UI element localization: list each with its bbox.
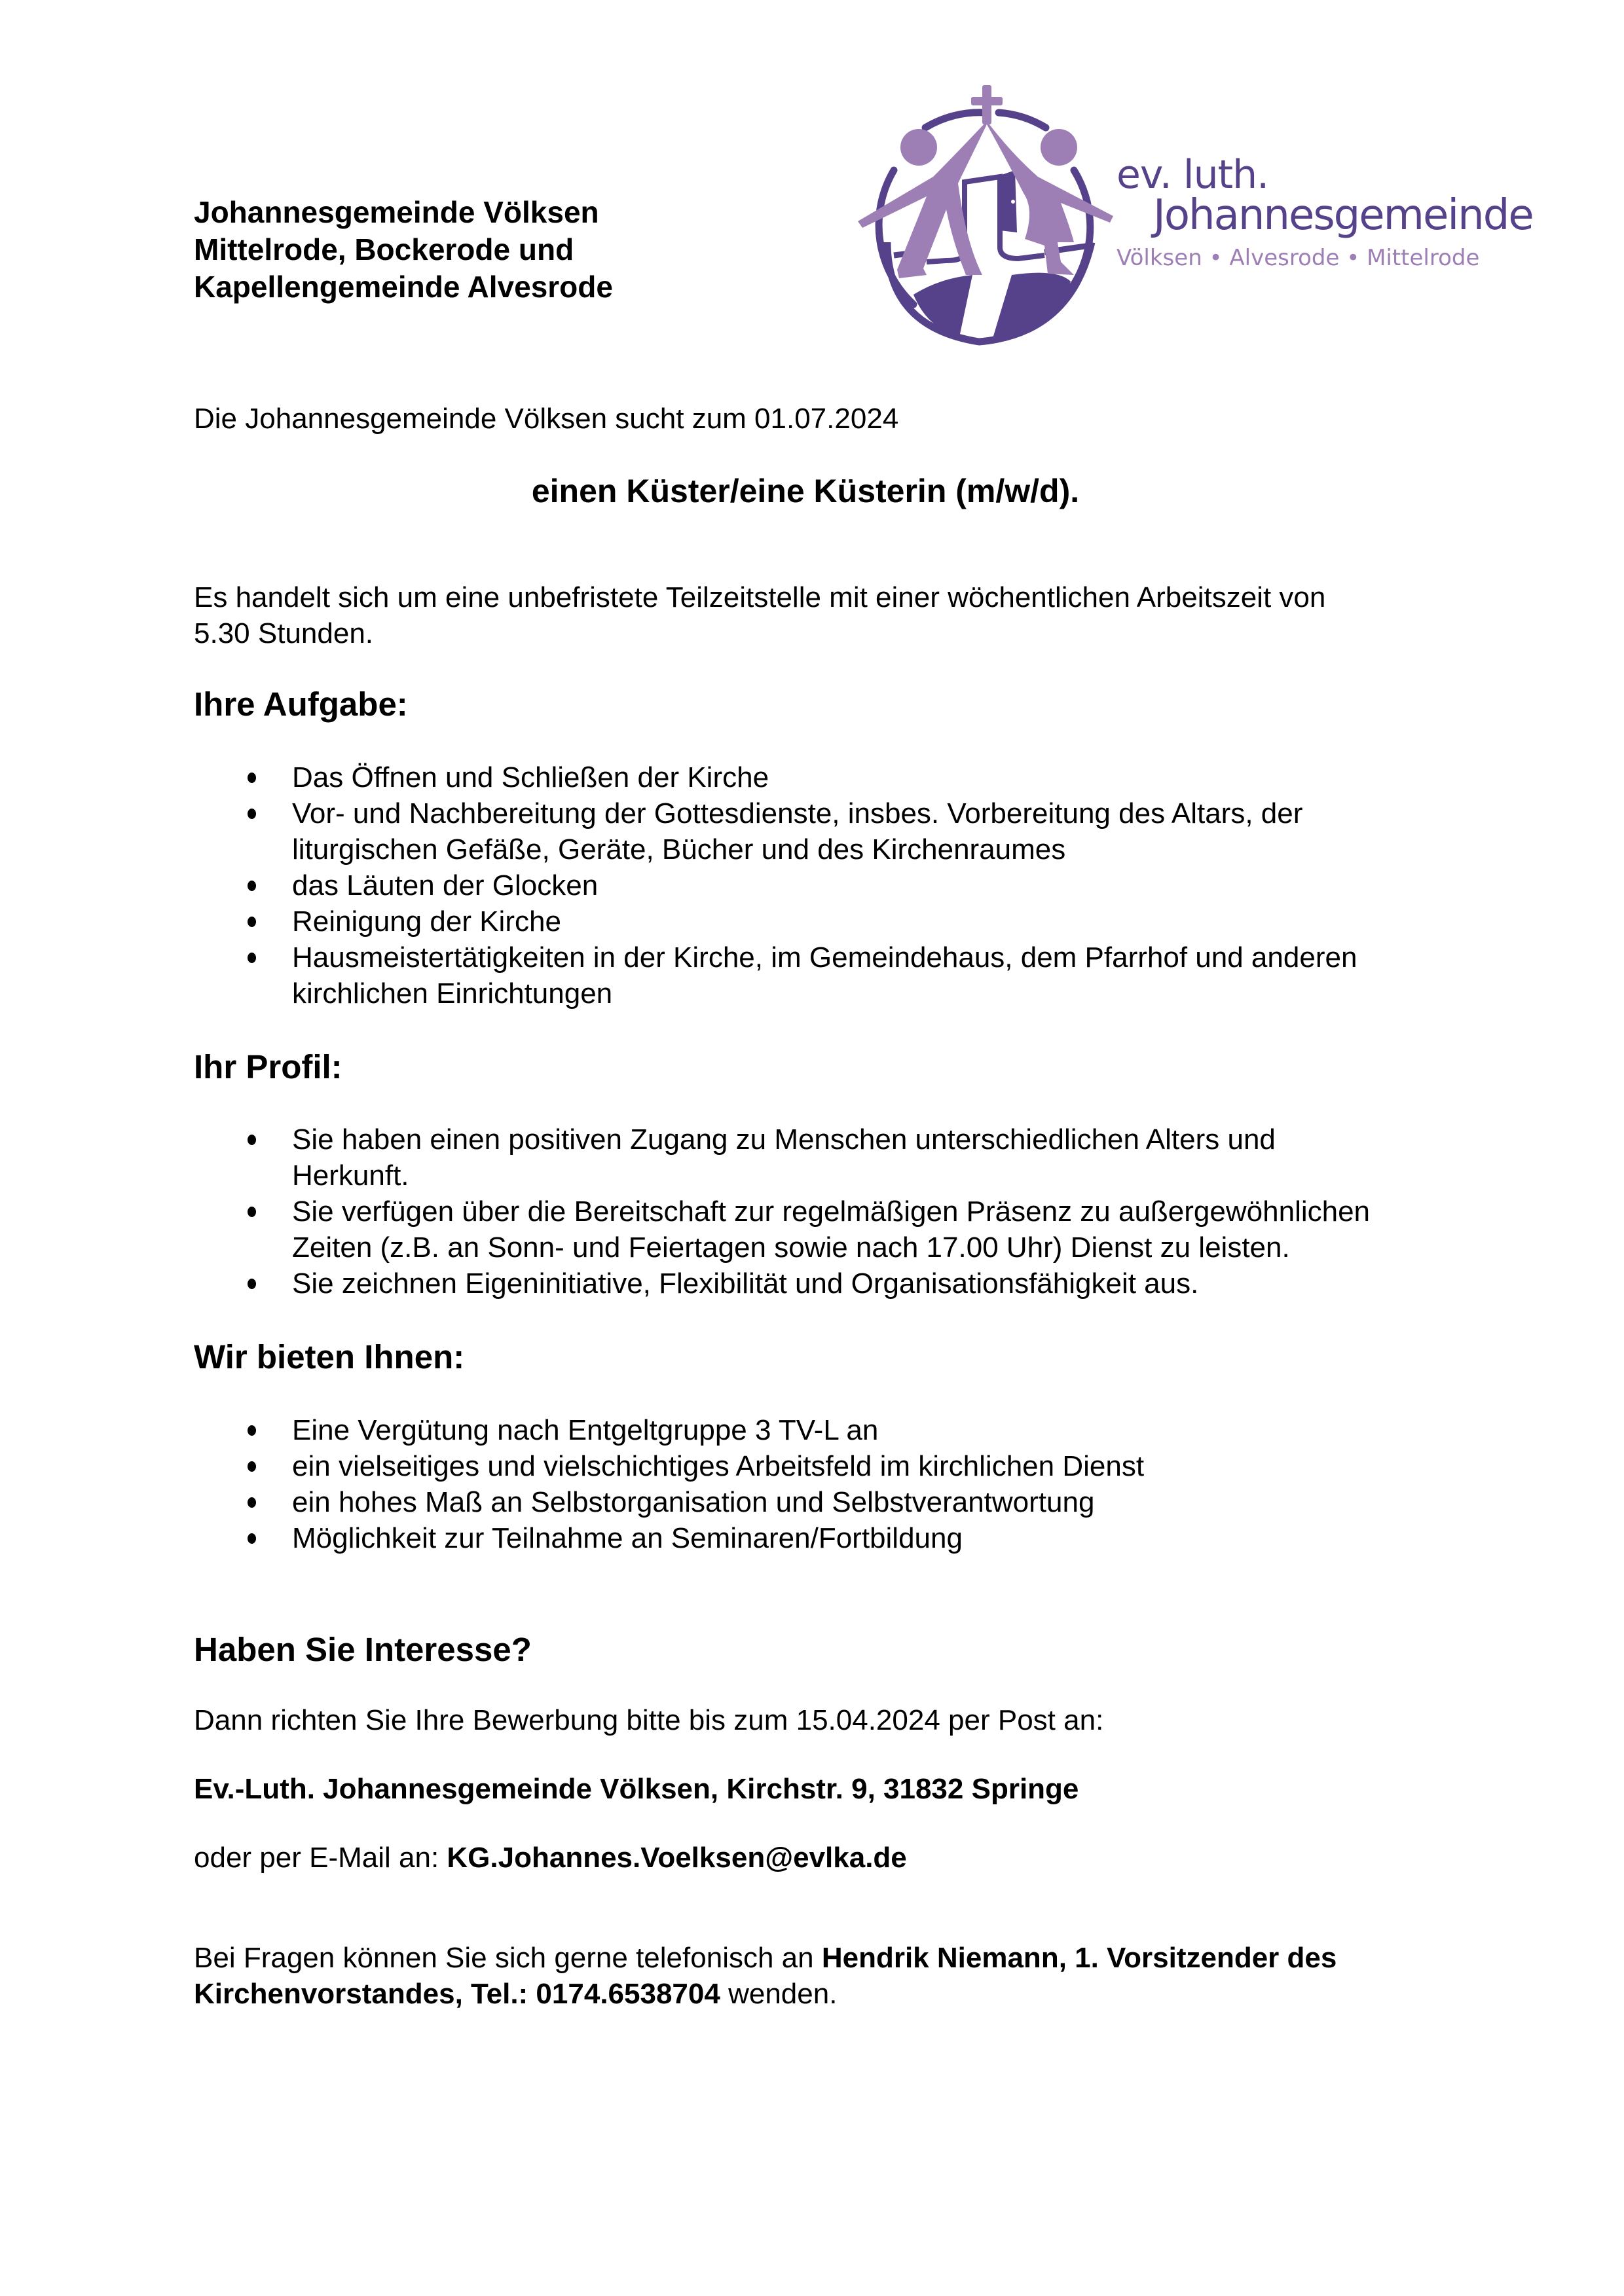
list-item-text: Reinigung der Kirche [292,905,561,938]
position-description [194,579,1325,651]
list-item [0,1266,1458,1302]
org-line-1: Johannesgemeinde Völksen [194,195,599,229]
section-heading-benefits: Wir bieten Ihnen: [194,1338,465,1376]
description-line-1: Es handelt sich um eine unbefristete Teilzeitstelle mit einer wöchentlichen Arbeitszeit von [194,581,1326,613]
bullet-icon [248,1425,256,1436]
list-item-text: Hausmeistertätigkeiten in der Kirche, im Gemeindehaus, dem Pfarrhof und anderen kirchlichen Einrichtungen [292,941,1357,1010]
bullet-icon [248,953,256,963]
list-item [0,1194,1458,1266]
church-logo [848,79,1542,354]
list-item-text: Das Öffnen und Schließen der Kirche [292,761,769,793]
org-line-2: Mittelrode, Bockerode und [194,232,574,266]
church-children-cross-icon [848,79,1123,354]
bullet-icon [248,1461,256,1472]
postal-address: Ev.-Luth. Johannesgemeinde Völksen, Kirchstr. 9, 31832 Springe [194,1773,1079,1805]
bullet-icon [248,1279,256,1289]
contact-phone: Kirchenvorstandes, Tel.: 0174.6538704 [194,1978,720,2010]
benefits-list [0,1412,1458,1556]
logo-text-locations: Völksen • Alvesrode • Mittelrode [1116,245,1480,271]
bullet-icon [248,1135,256,1145]
list-item-text: Sie zeichnen Eigeninitiative, Flexibilität und Organisationsfähigkeit aus. [292,1267,1199,1300]
list-item [0,759,1458,795]
list-item-text: Möglichkeit zur Teilnahme an Seminaren/Fortbildung [292,1522,963,1554]
bullet-icon [248,881,256,891]
contact-prefix: Bei Fragen können Sie sich gerne telefonisch an [194,1942,822,1974]
list-item [0,939,1458,1011]
intro-text: Die Johannesgemeinde Völksen sucht zum 01.07.2024 [194,403,899,435]
list-item [0,795,1458,867]
list-item-text: Eine Vergütung nach Entgeltgruppe 3 TV-L an [292,1414,879,1446]
job-title [0,471,1624,511]
email-address-link[interactable]: KG.Johannes.Voelksen@evlka.de [447,1842,907,1874]
list-item-text: ein hohes Maß an Selbstorganisation und Selbstverantwortung [292,1486,1095,1518]
email-line [194,1840,907,1876]
contact-suffix: wenden. [720,1978,838,2010]
bullet-icon [248,1533,256,1544]
contact-line-2 [194,1976,1337,2012]
profile-list [0,1121,1458,1302]
contact-person: Hendrik Niemann, 1. Vorsitzender des [821,1942,1337,1974]
bullet-icon [248,773,256,783]
list-item [0,1121,1458,1194]
list-item-text: Vor- und Nachbereitung der Gottesdienste, insbes. Vorbereitung des Altars, der liturgischen Gefäße, Geräte, Bücher und des Kirchenraumes [292,797,1303,866]
section-heading-profile: Ihr Profil: [194,1048,342,1085]
organization-name [194,194,613,306]
list-item-text: ein vielseitiges und vielschichtiges Arbeitsfeld im kirchlichen Dienst [292,1450,1145,1482]
section-heading-interest: Haben Sie Interesse? [194,1631,532,1668]
list-item-text: Sie verfügen über die Bereitschaft zur regelmäßigen Präsenz zu außergewöhnlichen Zeiten (z.B. an Sonn- und Feiertagen sowie nach 17.00 Uhr) Dienst zu leisten. [292,1195,1371,1264]
org-line-3: Kapellengemeinde Alvesrode [194,270,613,304]
list-item [0,1448,1458,1484]
email-prefix: oder per E-Mail an: [194,1842,447,1874]
bullet-icon [248,809,256,819]
logo-text-johannesgemeinde: Johannesgemeinde [1153,191,1533,240]
bullet-icon [248,1497,256,1508]
list-item [0,1412,1458,1448]
job-title-text: einen Küster/eine Küsterin (m/w/d). [531,473,1080,509]
list-item-text: Sie haben einen positiven Zugang zu Menschen unterschiedlichen Alters und Herkunft. [292,1123,1276,1192]
list-item [0,1520,1458,1556]
bullet-icon [248,917,256,927]
list-item [0,1484,1458,1520]
list-item-text: das Läuten der Glocken [292,869,599,902]
description-line-2: 5.30 Stunden. [194,617,374,649]
section-heading-tasks: Ihre Aufgabe: [194,685,408,723]
logo-text-ev-luth: ev. luth. [1116,152,1269,198]
list-item [0,867,1458,903]
contact-line-1 [194,1940,1337,1976]
bullet-icon [248,1207,256,1217]
tasks-list [0,759,1458,1011]
application-instructions: Dann richten Sie Ihre Bewerbung bitte bis zum 15.04.2024 per Post an: [194,1704,1104,1736]
list-item [0,903,1458,939]
contact-info [194,1940,1337,2012]
